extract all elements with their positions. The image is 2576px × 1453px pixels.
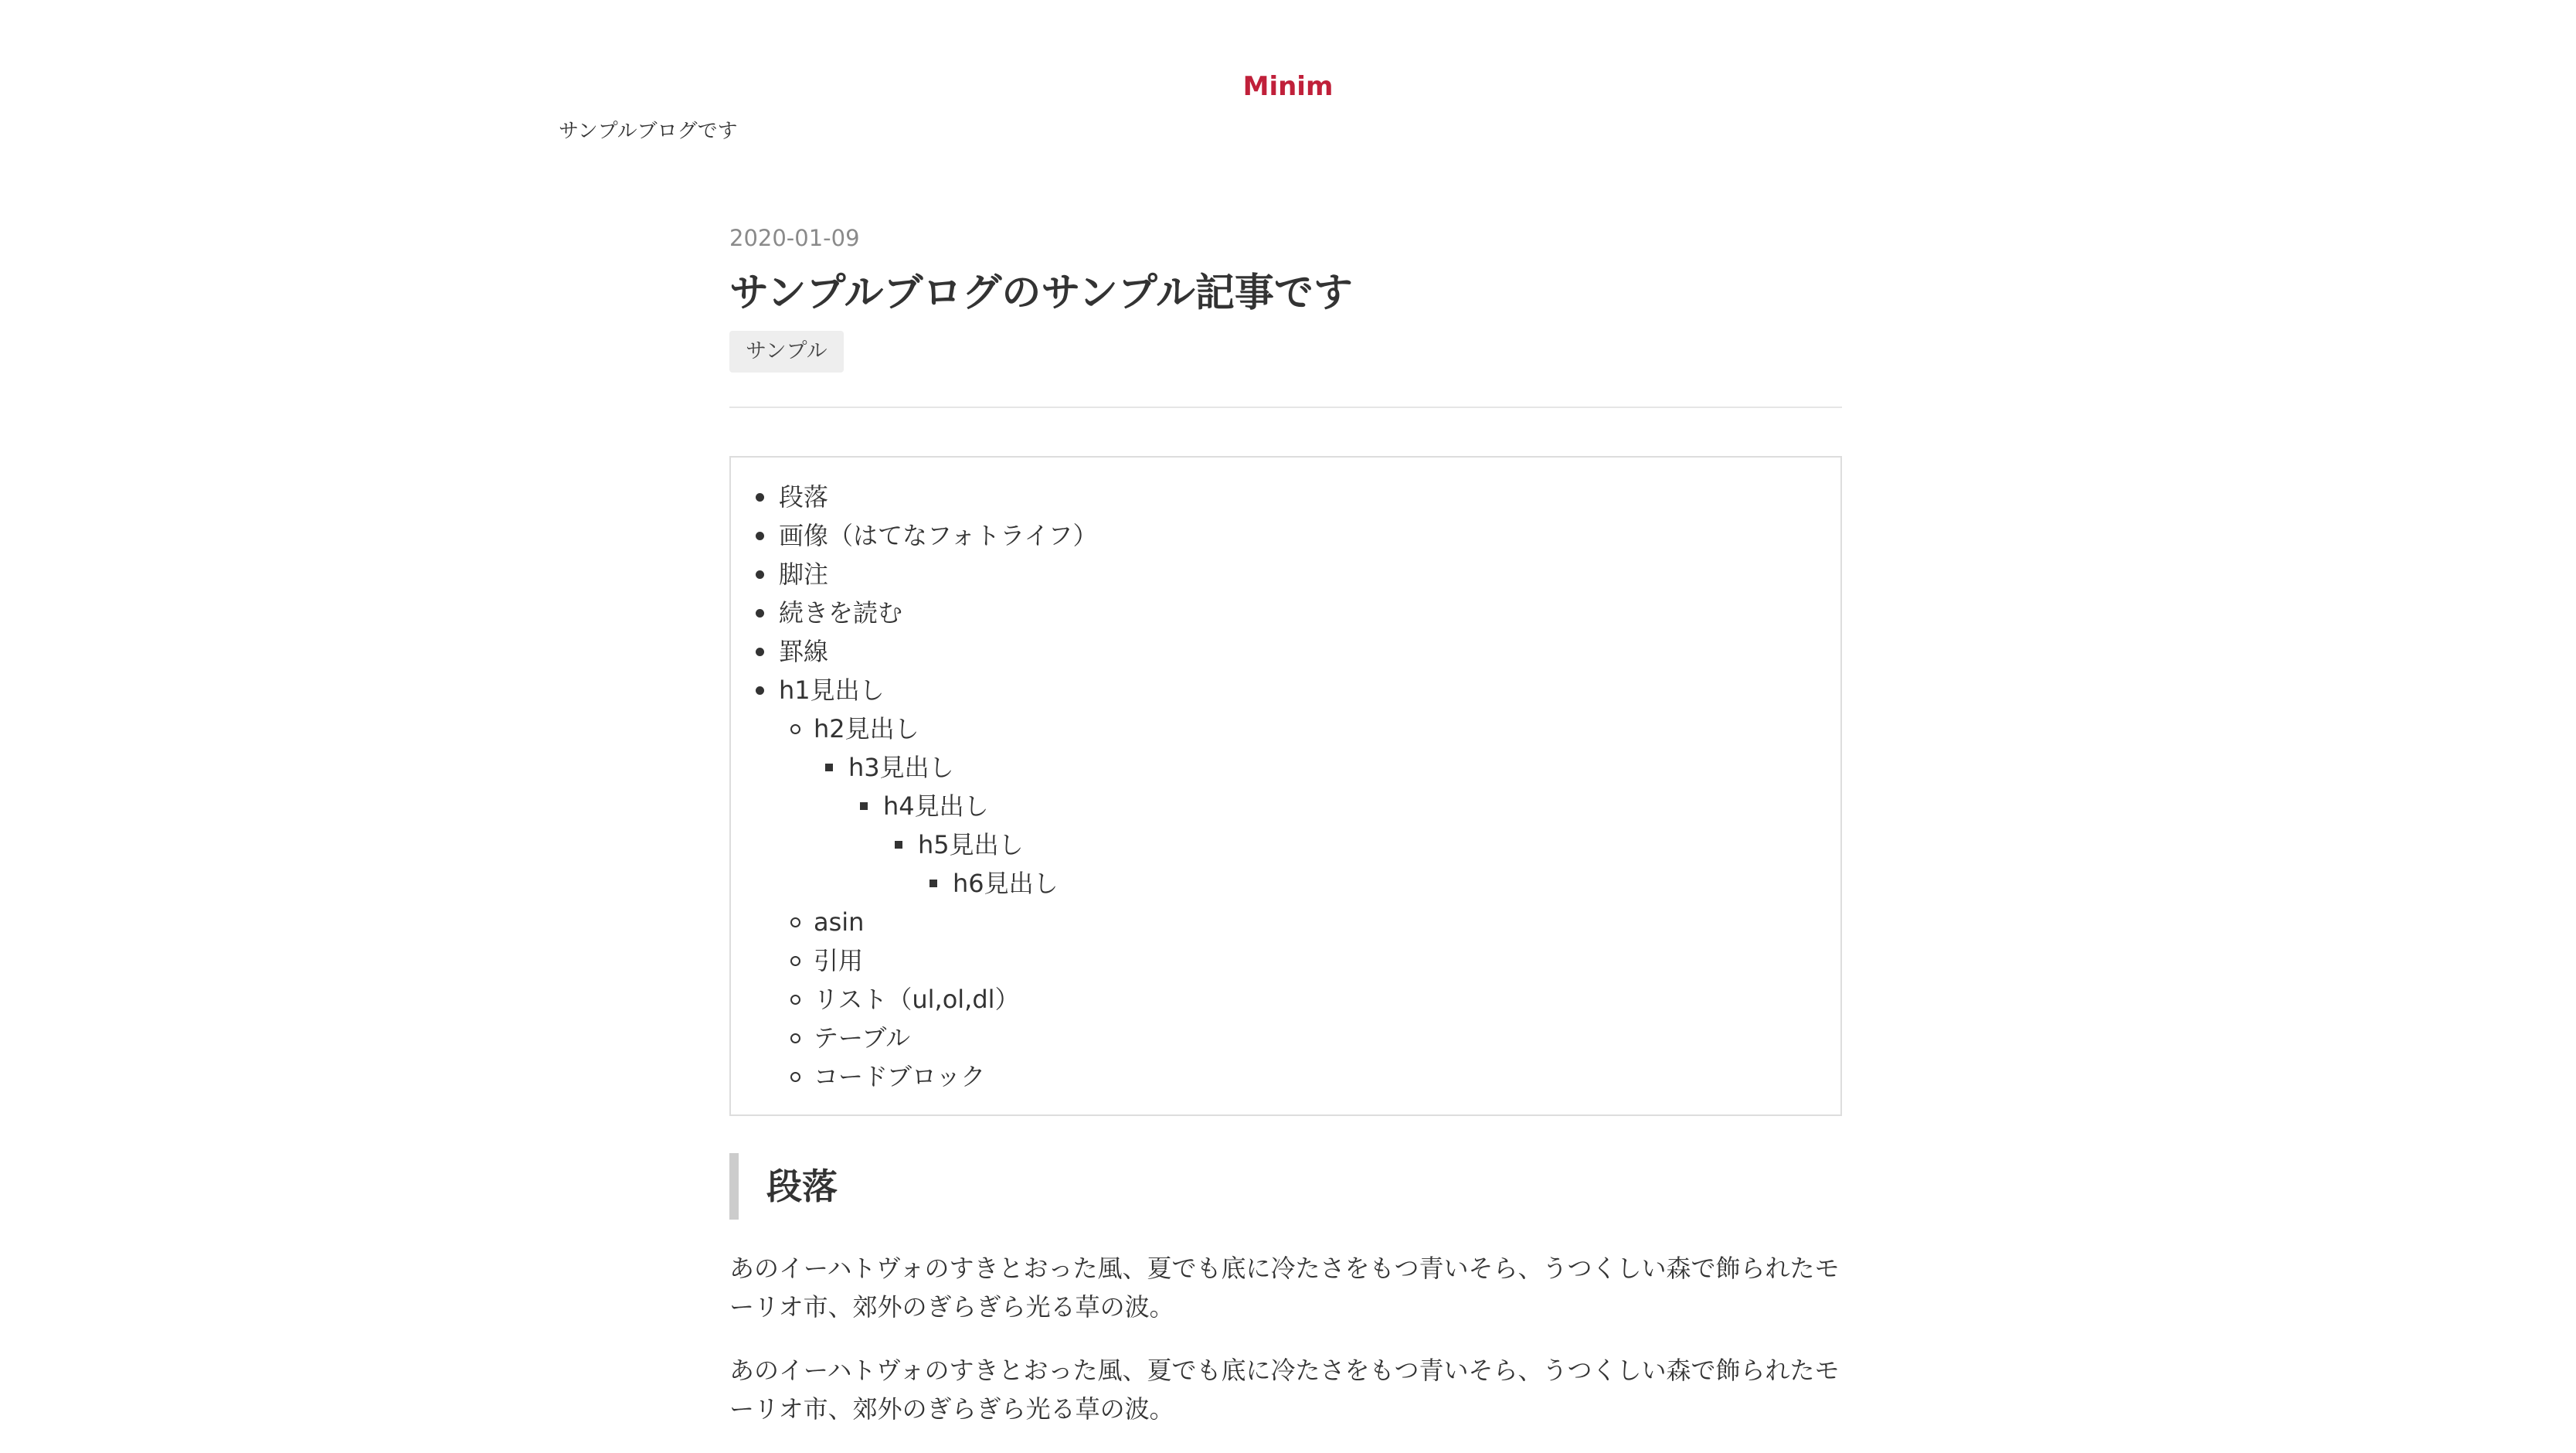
- toc-item-label[interactable]: 段落: [779, 482, 829, 512]
- toc-item[interactable]: [731, 941, 1840, 980]
- toc-item-label[interactable]: 画像（はてなフォトライフ）: [779, 521, 1098, 550]
- toc-item[interactable]: [731, 671, 1840, 709]
- toc-item[interactable]: [731, 709, 1840, 748]
- entry-content: [729, 221, 1842, 1453]
- toc-item[interactable]: [731, 748, 1840, 787]
- entry-categories: [729, 331, 1842, 373]
- toc-item[interactable]: [731, 787, 1840, 825]
- entry-title[interactable]: サンプルブログのサンプル記事です: [729, 271, 1353, 316]
- toc-item-label[interactable]: 脚注: [779, 560, 829, 589]
- bullet-disc-icon: [756, 686, 764, 695]
- site-description: サンプルブログです: [559, 120, 738, 143]
- bullet-circle-icon: [790, 917, 800, 927]
- toc-item-label[interactable]: h6見出し: [953, 869, 1059, 898]
- toc-item-label[interactable]: 罫線: [779, 637, 829, 666]
- toc-item[interactable]: [731, 825, 1840, 864]
- toc-item[interactable]: [731, 478, 1840, 516]
- bullet-square-icon: [825, 764, 833, 771]
- toc-item[interactable]: [731, 555, 1840, 594]
- site-title-link[interactable]: Minim: [1242, 71, 1334, 102]
- toc-item[interactable]: [731, 903, 1840, 941]
- bullet-circle-icon: [790, 1072, 800, 1082]
- paragraph: あのイーハトヴォのすきとおった風、夏でも底に冷たさをもつ青いそら、うつくしい森で飾られたモーリオ市、郊外のぎらぎら光る草の波。: [729, 1254, 1840, 1322]
- entry-date[interactable]: 2020-01-09: [729, 225, 860, 251]
- bullet-disc-icon: [756, 648, 764, 656]
- toc-item-label[interactable]: h1見出し: [779, 675, 885, 705]
- toc-item[interactable]: [731, 1019, 1840, 1057]
- table-of-contents: [729, 456, 1842, 1116]
- bullet-disc-icon: [756, 570, 764, 579]
- toc-item-label[interactable]: h3見出し: [848, 753, 954, 782]
- bullet-circle-icon: [790, 956, 800, 966]
- toc-item-label[interactable]: 続きを読む: [779, 598, 903, 628]
- toc-item-label[interactable]: h2見出し: [814, 714, 919, 744]
- header-divider: [729, 407, 1842, 408]
- category-tag[interactable]: サンプル: [729, 331, 844, 373]
- toc-item[interactable]: [731, 516, 1840, 555]
- toc-item[interactable]: [731, 594, 1840, 632]
- toc-item[interactable]: [731, 864, 1840, 903]
- toc-item-label[interactable]: 引用: [814, 946, 864, 975]
- bullet-square-icon: [895, 841, 902, 849]
- bullet-square-icon: [860, 802, 868, 810]
- bullet-circle-icon: [790, 724, 800, 734]
- bullet-circle-icon: [790, 995, 800, 1005]
- section-heading: 段落: [729, 1153, 1842, 1220]
- toc-item[interactable]: [731, 632, 1840, 671]
- toc-item-label[interactable]: リスト（ul,ol,dl）: [814, 985, 1020, 1014]
- toc-item-label[interactable]: コードブロック: [814, 1062, 986, 1091]
- toc-item[interactable]: [731, 1057, 1840, 1096]
- bullet-square-icon: [929, 880, 937, 887]
- toc-item-label[interactable]: h5見出し: [918, 830, 1024, 859]
- bullet-circle-icon: [790, 1033, 800, 1043]
- toc-item[interactable]: [731, 980, 1840, 1019]
- bullet-disc-icon: [756, 609, 764, 618]
- toc-item-label[interactable]: h4見出し: [883, 791, 989, 821]
- toc-item-label[interactable]: テーブル: [814, 1023, 911, 1053]
- paragraph: あのイーハトヴォのすきとおった風、夏でも底に冷たさをもつ青いそら、うつくしい森で飾られたモーリオ市、郊外のぎらぎら光る草の波。: [729, 1356, 1840, 1424]
- bullet-disc-icon: [756, 532, 764, 540]
- bullet-disc-icon: [756, 493, 764, 502]
- toc-item-label[interactable]: asin: [814, 907, 865, 937]
